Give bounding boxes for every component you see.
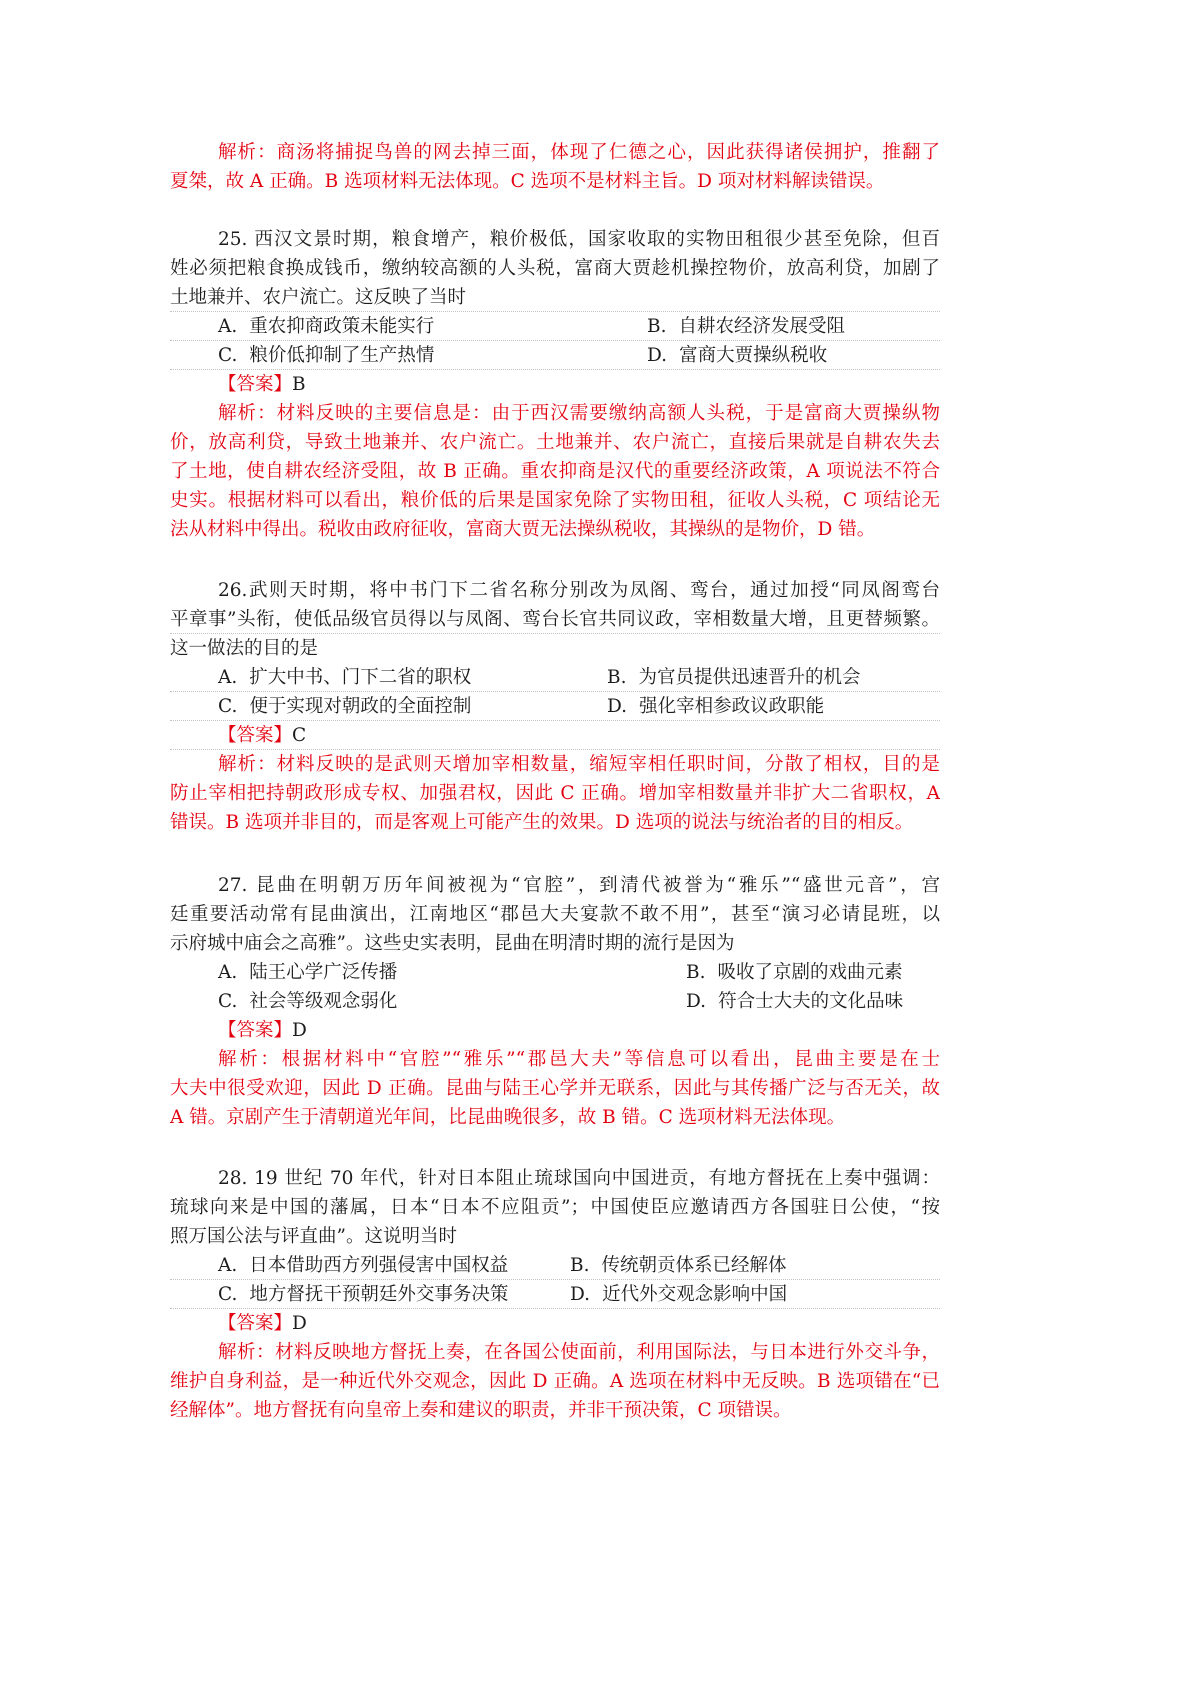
answer-line: [170, 370, 940, 399]
question-stem-line: 28. 19 世纪 70 年代，针对日本阻止琉球国向中国进贡，有地方督抚在上奏中强调：: [218, 1168, 940, 1189]
option-row: [170, 692, 940, 721]
option-row: [170, 341, 940, 370]
explanation-line: 经解体”。地方督抚有向皇帝上奏和建议的职责，并非干预决策，C 项错误。: [170, 1400, 792, 1421]
option-d: [607, 692, 824, 721]
question-stem-line: 姓必须把粮食换成钱币，缴纳较高额的人头税，富商大贾趁机操控物价，放高利贷，加剧了: [170, 258, 940, 279]
question-stem-line: 这一做法的目的是: [170, 638, 319, 659]
option-label: D.: [570, 1284, 591, 1305]
explanation-line: 法从材料中得出。税收由政府征收，富商大贾无法操纵税收，其操纵的是物价，D 错。: [170, 519, 876, 540]
previous-explanation: [170, 138, 940, 196]
answer-label: 【答案】: [218, 1020, 293, 1041]
option-text: 便于实现对朝政的全面控制: [249, 696, 472, 717]
question-stem-line: 27. 昆曲在明朝万历年间被视为“官腔”，到清代被誉为“雅乐”“盛世元音”，宫: [218, 875, 940, 896]
answer-value: D: [292, 1313, 307, 1334]
answer-label: 【答案】: [218, 1313, 293, 1334]
option-label: C.: [218, 991, 238, 1012]
explanation-line: 史实。根据材料可以看出，粮价低的后果是国家免除了实物田租，征收人头税，C 项结论无: [170, 490, 940, 511]
option-d: [686, 987, 903, 1016]
option-a: [218, 312, 434, 341]
explanation-line: 维护自身利益，是一种近代外交观念，因此 D 正确。A 选项在材料中无反映。B 选项错在“已: [170, 1371, 940, 1392]
option-row: [170, 663, 940, 692]
option-label: A.: [218, 667, 238, 688]
option-text: 社会等级观念弱化: [249, 991, 398, 1012]
option-c: [218, 341, 434, 370]
explanation-line: 防止宰相把持朝政形成专权、加强君权，因此 C 正确。增加宰相数量并非扩大二省职权，A: [170, 783, 940, 804]
option-text: 陆王心学广泛传播: [249, 962, 398, 983]
option-a: [218, 663, 471, 692]
option-label: D.: [647, 345, 668, 366]
answer-value: D: [292, 1020, 307, 1041]
question-26: [170, 576, 940, 837]
explanation-line: 解析：材料反映地方督抚上奏，在各国公使面前，利用国际法，与日本进行外交斗争，: [218, 1342, 940, 1363]
option-label: B.: [686, 962, 706, 983]
option-b: [570, 1251, 787, 1280]
option-label: C.: [218, 696, 238, 717]
option-label: D.: [607, 696, 628, 717]
option-label: C.: [218, 1284, 238, 1305]
option-row: [170, 1251, 940, 1280]
answer-label: 【答案】: [218, 374, 293, 395]
question-stem-line: 26.武则天时期，将中书门下二省名称分别改为凤阁、鸾台，通过加授“同凤阁鸾台: [218, 580, 940, 601]
option-text: 地方督抚干预朝廷外交事务决策: [249, 1284, 509, 1305]
question-stem-line: 廷重要活动常有昆曲演出，江南地区“郡邑大夫宴款不敢不用”，甚至“演习必请昆班，以: [170, 904, 940, 925]
option-c: [218, 1280, 508, 1309]
explanation-line: 解析：材料反映的主要信息是：由于西汉需要缴纳高额人头税，于是富商大贾操纵物: [218, 403, 940, 424]
option-text: 日本借助西方列强侵害中国权益: [249, 1255, 509, 1276]
explanation-line: 解析：材料反映的是武则天增加宰相数量，缩短宰相任职时间，分散了相权，目的是: [218, 754, 940, 775]
option-b: [647, 312, 845, 341]
explanation-line: 错误。B 选项并非目的，而是客观上可能产生的效果。D 选项的说法与统治者的目的相反。: [170, 812, 914, 833]
answer-value: C: [292, 725, 307, 746]
option-a: [218, 958, 397, 987]
option-row: [170, 1280, 940, 1309]
option-a: [218, 1251, 508, 1280]
question-25: [170, 225, 940, 544]
option-b: [686, 958, 903, 987]
answer-line: [170, 1016, 940, 1045]
option-label: A.: [218, 316, 238, 337]
option-text: 富商大贾操纵税收: [679, 345, 828, 366]
explanation-line: 了土地，使自耕农经济受阻，故 B 正确。重农抑商是汉代的重要经济政策，A 项说法不符合: [170, 461, 940, 482]
question-stem-line: 平章事”头衔，使低品级官员得以与凤阁、鸾台长官共同议政，宰相数量大增，且更替频繁。: [170, 605, 940, 634]
option-text: 强化宰相参政议政职能: [639, 696, 825, 717]
option-d: [647, 341, 827, 370]
option-c: [218, 692, 471, 721]
answer-value: B: [292, 374, 306, 395]
option-label: C.: [218, 345, 238, 366]
option-text: 扩大中书、门下二省的职权: [249, 667, 472, 688]
option-d: [570, 1280, 787, 1309]
question-28: [170, 1164, 940, 1425]
option-b: [607, 663, 861, 692]
option-c: [218, 987, 397, 1016]
option-label: B.: [570, 1255, 590, 1276]
option-text: 自耕农经济发展受阻: [678, 316, 845, 337]
option-text: 重农抑商政策未能实行: [249, 316, 435, 337]
option-label: A.: [218, 1255, 238, 1276]
option-label: A.: [218, 962, 238, 983]
option-text: 传统朝贡体系已经解体: [601, 1255, 787, 1276]
answer-label: 【答案】: [218, 725, 293, 746]
option-text: 为官员提供迅速晋升的机会: [638, 667, 861, 688]
explanation-line: A 错。京剧产生于清朝道光年间，比昆曲晚很多，故 B 错。C 选项材料无法体现。: [170, 1107, 846, 1128]
option-label: D.: [686, 991, 707, 1012]
explanation-line: 大夫中很受欢迎，因此 D 正确。昆曲与陆王心学并无联系，因此与其传播广泛与否无关，故: [170, 1078, 940, 1099]
question-stem-line: 琉球向来是中国的藩属，日本“日本不应阻贡”；中国使臣应邀请西方各国驻日公使，“按: [170, 1197, 940, 1218]
question-27: [170, 871, 940, 1132]
explanation-line: 解析：商汤将捕捉鸟兽的网去掉三面，体现了仁德之心，因此获得诸侯拥护，推翻了: [218, 142, 940, 163]
explanation-line: 解析：根据材料中“官腔”“雅乐”“郡邑大夫”等信息可以看出，昆曲主要是在士: [218, 1049, 940, 1070]
answer-line: [170, 721, 940, 750]
explanation-line: 价，放高利贷，导致土地兼并、农户流亡。土地兼并、农户流亡，直接后果就是自耕农失去: [170, 432, 940, 453]
option-row: [170, 958, 940, 987]
question-stem-line: 土地兼并、农户流亡。这反映了当时: [170, 283, 940, 312]
option-text: 吸收了京剧的戏曲元素: [717, 962, 903, 983]
option-row: [170, 987, 940, 1016]
question-stem-line: 照万国公法与评直曲”。这说明当时: [170, 1226, 457, 1247]
option-text: 符合士大夫的文化品味: [718, 991, 904, 1012]
option-label: B.: [647, 316, 667, 337]
option-row: [170, 312, 940, 341]
option-label: B.: [607, 667, 627, 688]
question-stem-line: 示府城中庙会之高雅”。这些史实表明，昆曲在明清时期的流行是因为: [170, 933, 735, 954]
option-text: 粮价低抑制了生产热情: [249, 345, 435, 366]
answer-line: [170, 1309, 940, 1338]
explanation-line: 夏桀，故 A 正确。B 选项材料无法体现。C 选项不是材料主旨。D 项对材料解读错误。: [170, 171, 885, 192]
question-stem-line: 25. 西汉文景时期，粮食增产，粮价极低，国家收取的实物田租很少甚至免除，但百: [218, 229, 940, 250]
option-text: 近代外交观念影响中国: [602, 1284, 788, 1305]
